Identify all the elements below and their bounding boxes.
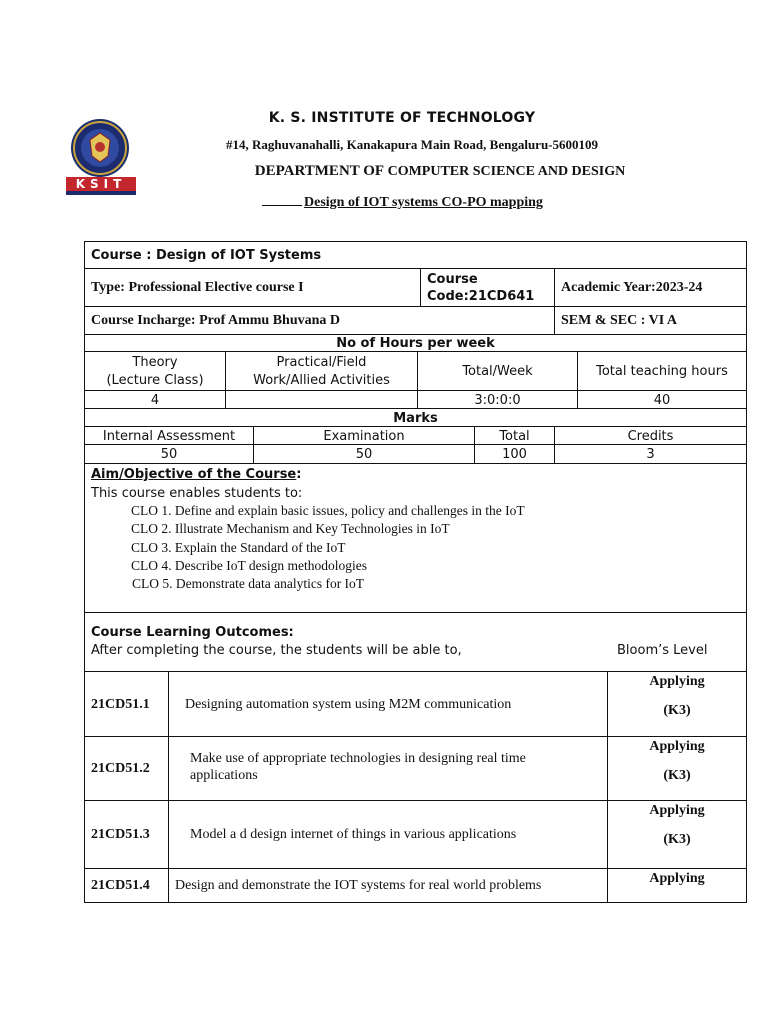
- course-name-row: [85, 242, 746, 268]
- outcome-row: [85, 736, 746, 801]
- total-week-header: Total/Week: [417, 352, 577, 391]
- credits-value: 3: [554, 445, 746, 464]
- course-name: Course : Design of IOT Systems: [91, 247, 322, 263]
- level-name: Applying: [649, 803, 705, 818]
- marks-header-row: [85, 426, 746, 445]
- course-table: [84, 241, 747, 903]
- academic-year: Academic Year:2023-24: [554, 269, 746, 307]
- outcome-code: 21CD51.1: [91, 696, 150, 712]
- clo-item: CLO 5. Demonstrate data analytics for IoT: [132, 576, 365, 591]
- clo-item: CLO 2. Illustrate Mechanism and Key Technologies in IoT: [131, 521, 450, 536]
- total-week-value: 3:0:0:0: [417, 391, 577, 409]
- clo-item: CLO 3. Explain the Standard of the IoT: [131, 540, 346, 555]
- theory-header: [85, 352, 225, 391]
- outcome-row: [85, 671, 746, 737]
- level-name: Applying: [649, 871, 705, 886]
- hours-header-row: [85, 351, 746, 391]
- clo-item: CLO 4. Describe IoT design methodologies: [131, 558, 367, 573]
- total-teaching-value: 40: [577, 391, 746, 409]
- outcome-level: [607, 737, 746, 801]
- institute-logo: [64, 118, 140, 198]
- course-code-value: Code:21CD641: [427, 289, 535, 304]
- hours-title-row: [85, 334, 746, 352]
- outcome-level: [607, 869, 746, 903]
- outcome-level: [607, 672, 746, 737]
- sem-sec: SEM & SEC : VI A: [554, 307, 746, 335]
- aim-heading-text: Aim/Objective of the Course: [91, 467, 297, 482]
- credits-header: Credits: [554, 427, 746, 445]
- course-type: Type: Professional Elective course I: [91, 280, 304, 295]
- hours-values-row: [85, 390, 746, 409]
- department-prefix: DEPARTMENT OF: [254, 163, 385, 179]
- incharge-row: [85, 306, 746, 335]
- logo-text: KSIT: [75, 177, 127, 191]
- outcome-row: [85, 868, 746, 903]
- theory-value: 4: [150, 392, 160, 408]
- marks-title: Marks: [393, 410, 438, 426]
- marks-title-row: [85, 408, 746, 427]
- level-k: (K3): [663, 768, 691, 783]
- hours-title: No of Hours per week: [336, 336, 495, 351]
- practical-header: [225, 352, 417, 391]
- outcome-code: 21CD51.3: [91, 827, 150, 842]
- total-value: 100: [474, 445, 554, 464]
- outcome-text-line: applications: [190, 768, 258, 783]
- internal-header: Internal Assessment: [102, 428, 236, 444]
- practical-label-2: Work/Allied Activities: [253, 372, 390, 388]
- outcome-text: [168, 737, 607, 801]
- level-name: Applying: [649, 739, 705, 754]
- exam-header: Examination: [253, 427, 474, 445]
- outcome-text-line: Make use of appropriate technologies in designing real time: [190, 751, 526, 766]
- department-title: [0, 163, 768, 180]
- course-code-label: Course: [427, 272, 478, 287]
- document-subject: [262, 193, 543, 211]
- practical-value: [225, 391, 417, 409]
- theory-label-2: (Lecture Class): [106, 372, 204, 388]
- level-name: Applying: [649, 674, 705, 689]
- subject-text: Design of IOT systems CO-PO mapping: [304, 195, 543, 210]
- total-teaching-header: Total teaching hours: [577, 352, 746, 391]
- course-incharge: Course Incharge: Prof Ammu Bhuvana D: [91, 313, 341, 328]
- aim-intro: This course enables students to:: [91, 486, 303, 501]
- aim-heading: [91, 467, 301, 482]
- level-k: (K3): [663, 832, 691, 847]
- aim-section: [85, 463, 746, 613]
- institute-address: #14, Raghuvanahalli, Kanakapura Main Road, Bengaluru-5600109: [225, 137, 599, 152]
- outcome-row: [85, 800, 746, 869]
- outcome-text: Model a d design internet of things in various applications: [168, 801, 607, 869]
- exam-value: 50: [253, 445, 474, 464]
- practical-label-1: Practical/Field: [276, 354, 367, 370]
- institute-name: K. S. INSTITUTE OF TECHNOLOGY: [268, 110, 536, 126]
- course-code: [420, 269, 554, 307]
- theory-label-1: Theory: [132, 354, 178, 370]
- internal-value: 50: [160, 447, 178, 462]
- total-header: Total: [474, 427, 554, 445]
- outcome-text: Designing automation system using M2M communication: [168, 672, 607, 737]
- outcome-code: 21CD51.2: [91, 761, 150, 776]
- aim-heading-colon: :: [296, 467, 302, 482]
- bloom-level-header: Bloom’s Level: [617, 643, 708, 658]
- course-type-row: [85, 268, 746, 307]
- outcomes-heading: Course Learning Outcomes:: [91, 625, 294, 640]
- department-name: COMPUTER SCIENCE AND DESIGN: [384, 164, 626, 179]
- outcomes-intro: After completing the course, the students will be able to,: [91, 643, 462, 658]
- clo-item: CLO 1. Define and explain basic issues, policy and challenges in the IoT: [131, 503, 525, 518]
- outcomes-header: [85, 612, 746, 672]
- outcome-level: [607, 801, 746, 869]
- outcome-text: Design and demonstrate the IOT systems for real world problems: [168, 869, 607, 903]
- marks-values-row: [85, 444, 746, 464]
- level-k: (K3): [663, 703, 691, 718]
- outcome-code: 21CD51.4: [91, 878, 150, 893]
